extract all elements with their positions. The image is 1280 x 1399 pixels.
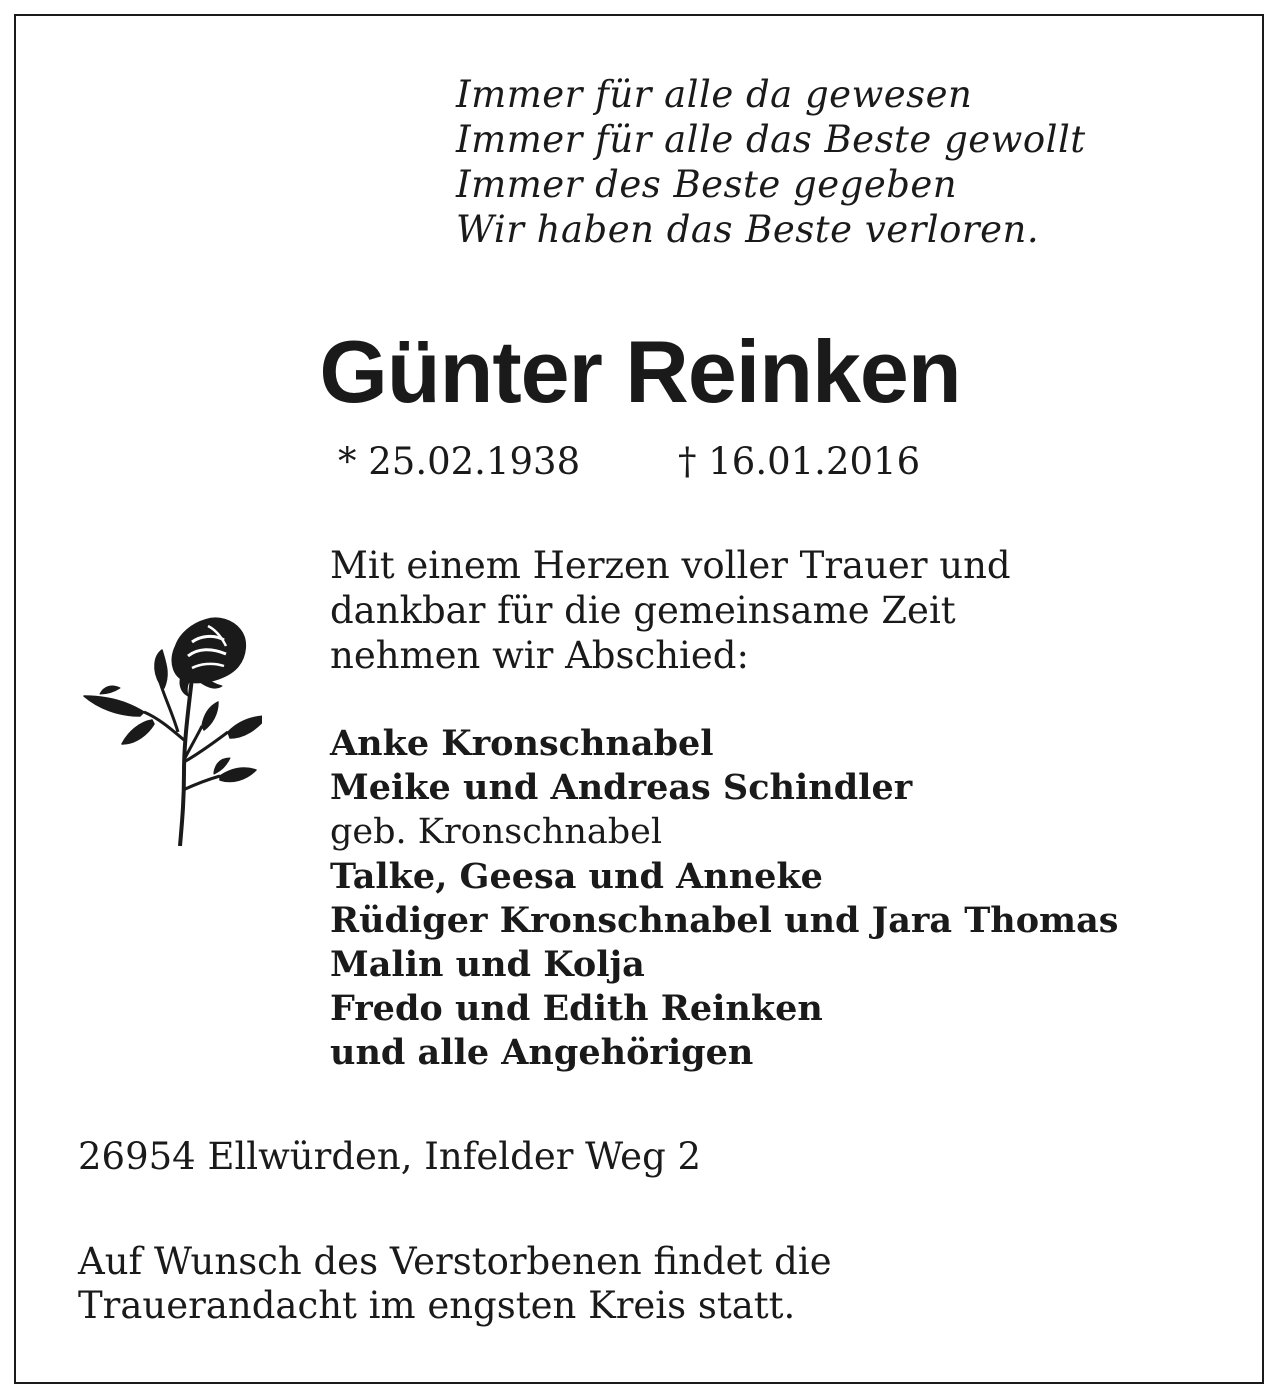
poem-line: Wir haben das Beste verloren. bbox=[456, 208, 1040, 251]
mourner-line: Anke Kronschnabel bbox=[330, 723, 714, 764]
poem-line: Immer für alle da gewesen bbox=[456, 73, 973, 116]
mourner-line: geb. Kronschnabel bbox=[330, 812, 663, 853]
poem-line: Immer des Beste gegeben bbox=[456, 163, 958, 206]
closing-line: Auf Wunsch des Verstorbenen findet die bbox=[78, 1240, 832, 1283]
closing-line: Trauerandacht im engsten Kreis statt. bbox=[78, 1284, 796, 1327]
intro-line: nehmen wir Abschied: bbox=[330, 634, 749, 677]
mourner-line: Malin und Kolja bbox=[330, 944, 645, 986]
intro-line: dankbar für die gemeinsame Zeit bbox=[330, 589, 956, 632]
intro-line: Mit einem Herzen voller Trauer und bbox=[330, 544, 1011, 587]
poem bbox=[456, 72, 1086, 252]
mourner-line: Fredo und Edith Reinken bbox=[330, 988, 823, 1030]
death-date: † 16.01.2016 bbox=[678, 440, 921, 483]
birth-date: * 25.02.1938 bbox=[338, 440, 581, 483]
intro-text bbox=[330, 543, 1011, 678]
mourner-line: Meike und Andreas Schindler bbox=[330, 767, 913, 809]
deceased-name: Günter Reinken bbox=[319, 322, 961, 421]
mourner-line: Talke, Geesa und Anneke bbox=[330, 855, 823, 897]
rose-icon bbox=[80, 612, 262, 848]
address: 26954 Ellwürden, Infelder Weg 2 bbox=[78, 1135, 702, 1178]
closing-text bbox=[78, 1240, 832, 1328]
poem-line: Immer für alle das Beste gewollt bbox=[456, 118, 1086, 161]
mourner-line: Rüdiger Kronschnabel und Jara Thomas bbox=[330, 899, 1119, 941]
mourners-list bbox=[330, 722, 1118, 1076]
mourner-line: und alle Angehörigen bbox=[330, 1032, 754, 1074]
